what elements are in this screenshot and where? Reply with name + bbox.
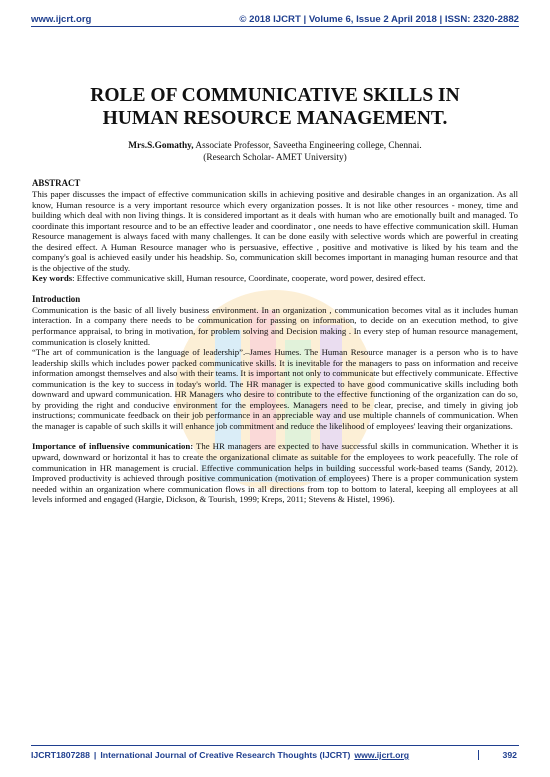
footer-divider — [31, 745, 519, 746]
importance-body: The HR managers are expected to have successful skills in communication. Whether it is upward, downward or horizontal it has to create the organizational climate as suitable for the employees to work peacefully. The role of communication in HR management is crucial. Effective communication helps in building successful work-based teams (Sandy, 2012). Improved productivity is achieved through positive communication (motivation of employees) There is a proper communication system needed within an organization where communication flows in all directions from top to bottom to lateral, keeping all employees at all levels informed and engaged (Hargie, Dickson, & Tourish, 1999; Kreps, 2011; Stevens & Histel, 1996). — [32, 441, 518, 505]
paper-body — [32, 178, 518, 505]
running-footer — [31, 748, 519, 762]
title-line-1: ROLE OF COMMUNICATIVE SKILLS IN — [90, 85, 460, 106]
header-site-link[interactable]: www.ijcrt.org — [31, 14, 92, 25]
title-line-2: HUMAN RESOURCE MANAGEMENT. — [102, 108, 448, 129]
importance-label: Importance of influensive communication: — [32, 441, 194, 452]
keywords-paragraph — [32, 273, 518, 284]
footer-journal-name: International Journal of Creative Research Thoughts (IJCRT) — [100, 750, 351, 760]
spacer — [32, 284, 518, 294]
author-name: Mrs.S.Gomathy, — [128, 141, 194, 151]
introduction-heading: Introduction — [32, 293, 81, 304]
spacer — [32, 431, 518, 441]
footer-paper-id: IJCRT1807288 — [31, 750, 90, 760]
page-number: 392 — [478, 750, 520, 760]
keywords-text: : Effective communicative skill, Human resource, Coordinate, cooperate, word power, desired effect. — [72, 273, 426, 284]
introduction-para-1: Communication is the basic of all lively business environment. In an organization , communication becomes vital as it includes human interaction. In a company there needs to be communication for passing on information, to decide on an execution method, to give performance appraisal, to bring in motivation, for problem solving and Decision making . In every step of human resource management, communication is closely knitted. — [32, 304, 518, 347]
footer-site-link[interactable]: www.ijcrt.org — [354, 750, 410, 760]
footer-separator: | — [93, 750, 97, 760]
author-role: (Research Scholar- AMET University) — [203, 153, 347, 163]
running-header — [31, 9, 519, 25]
paper-title — [31, 84, 519, 130]
author-block — [31, 140, 519, 164]
introduction-para-2: “The art of communication is the language of leadership”.–James Humes. The Human Resource manager is a person who is to have leadership skills which includes power packed communicative skills. It is inevitable for the managers to pass on information and receive information amongst themselves and also with their teams. It is important not only to communicate but effectively communicate. Effective communication is the key to success in today's world. The HR manager is expected to have good communicative skills including both downward and upward communication. HR Managers who desire to contribute to the effective functioning of the organization can do so, by providing the right and conducive environment for the employees. Managers need to be clear, precise, and timely in giving job instructions; communicate feedback on their job performance in an appreciable way and use multiple channels of communication. When the manager is capable of such skills it will enhance job commitment and reduce the likelihood of employees' leaving their organizations. — [32, 347, 518, 431]
abstract-body: This paper discusses the impact of effective communication skills in achieving positive and desirable changes in an organization. As all know, Human resource is a very important resource which every organization posses. It is not like other resources - money, time and building which deal with non living things. It is considered important as it deals with human who are emotionally built and managed. To coordinate this important resource and to be an effective leader and coordinator , one needs to have effective communication skill. Human Resource management is always faced with many challenges. It can be done easily with selective words which are powerful in creating the desired effect. A Human Resource manager who is persuasive, effective , positive and motivative is liked by his team and the company's goal is achieved easily under his headship. So, communication skill becomes important in managing human resource and that is the objective of the study. — [32, 189, 518, 273]
author-affiliation: Associate Professor, Saveetha Engineering college, Chennai. — [193, 141, 422, 151]
importance-paragraph — [32, 441, 518, 504]
header-journal-info: © 2018 IJCRT | Volume 6, Issue 2 April 2018 | ISSN: 2320-2882 — [239, 14, 519, 25]
abstract-heading: ABSTRACT — [32, 178, 81, 188]
author-line — [31, 140, 519, 152]
keywords-label: Key words — [32, 273, 73, 284]
header-divider — [31, 26, 519, 27]
